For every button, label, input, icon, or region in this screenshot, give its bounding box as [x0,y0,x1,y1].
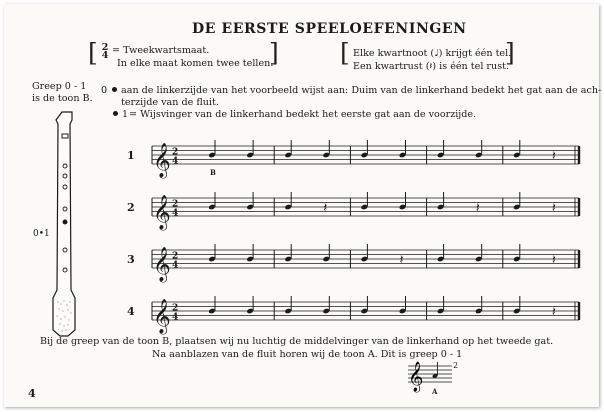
time-sig-top: 2 [172,147,179,158]
quarter-rest-icon: 𝄽 [551,149,556,164]
intro-right-line2: Een kwartrust (𝄽) is één tel rust. [353,61,510,72]
legend-code-1-text: 1 [122,109,129,120]
legend-line3: = Wijsvinger van de linkerhand bedekt het eerste gat aan de voorzijde. [129,109,477,120]
exercise-number: 3 [127,253,135,266]
time-sig-bottom: 4 [101,50,109,61]
time-sig-top: 2 [101,42,109,53]
footer-superscript: 2 [453,361,459,370]
time-sig-top: 2 [172,303,179,314]
treble-clef-icon: 𝄞 [153,143,171,178]
exercise-staves [122,134,584,342]
grip-label-line2: is de toon B. [32,93,93,104]
legend-line1: aan de linkerzijde van het voorbeeld wijst aan: Duim van de linkerhand bedekt het gat aan de ach- [121,85,602,96]
legend-code-open-text: 0 [101,85,108,96]
intro-left-line2: In elke maat komen twee tellen. [117,58,274,69]
intro-left-line1: = Tweekwartsmaat. [112,45,210,56]
footer-line2: Na aanblazen van de fluit horen wij de toon A. Dit is greep 0 - 1 [152,349,463,360]
page-title: DE EERSTE SPEELOEFENINGEN [192,21,467,37]
left-bracket-close: ] [269,38,279,67]
intro-time-signature [101,44,109,60]
treble-clef-icon: 𝄞 [153,247,171,282]
filled-dot-icon [112,87,117,92]
time-sig-bottom: 4 [172,156,179,167]
quarter-rest-icon: 𝄽 [475,201,480,216]
exercise-staff-2 [122,186,584,238]
time-sig-bottom: 4 [172,208,179,219]
page-number: 4 [28,387,36,400]
quarter-rest-icon: 𝄽 [399,253,404,268]
time-sig-bottom: 4 [172,312,179,323]
treble-clef-icon: 𝄞 [153,195,171,230]
book-page [4,4,602,407]
grip-label-line1: Greep 0 - 1 [32,81,87,92]
exercise-staff-3 [122,238,584,290]
quarter-rest-icon: 𝄽 [323,201,328,216]
intro-right-line1: Elke kwartnoot (♩) krijgt één tel. [353,48,512,59]
example-note-a [406,361,454,397]
recorder-fingering-label: 0•1 [33,229,50,239]
recorder-icon [50,110,84,342]
time-sig-top: 2 [172,251,179,262]
example-note-label: A [432,387,438,396]
exercise-staff-1 [122,134,584,186]
time-sig-top: 2 [172,199,179,210]
legend-line2: terzijde van de fluit. [121,97,219,108]
footer-line1: Bij de greep van de toon B, plaatsen wij nu luchtig de middelvinger van de linkerhand op het tweede gat. [40,336,554,347]
quarter-rest-icon: 𝄽 [551,253,556,268]
right-bracket-open: [ [340,38,350,67]
exercise-number: 2 [127,201,135,214]
quarter-rest-icon: 𝄽 [551,305,556,320]
filled-dot-icon [113,111,118,116]
treble-clef-icon: 𝄞 [408,362,424,392]
note-label: B [210,168,216,177]
exercise-number: 4 [127,305,135,318]
exercise-number: 1 [127,149,135,162]
quarter-rest-icon: 𝄽 [551,201,556,216]
treble-clef-icon: 𝄞 [153,299,171,334]
left-bracket-open: [ [88,38,98,67]
time-sig-bottom: 4 [172,260,179,271]
exercise-staff-4 [122,290,584,342]
legend-code-1 [113,109,128,121]
right-bracket-close: ] [505,38,515,67]
legend-code-open [101,85,117,97]
